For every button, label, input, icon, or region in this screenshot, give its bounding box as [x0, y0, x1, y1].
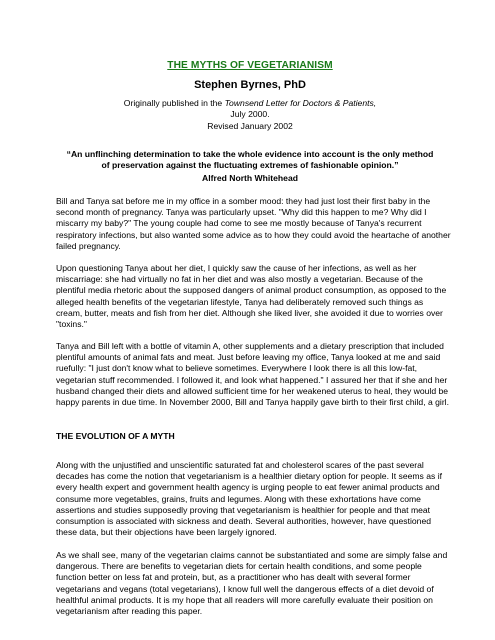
publication-prefix: Originally published in the — [123, 98, 225, 108]
publication-note — [90, 98, 410, 120]
body-paragraph-4: Along with the unjustified and unscientific saturated fat and cholesterol scares of the past several decades has come the notion that vegetarianism is a healthier dietary option for people. It seems as if every health expert and government health agency is urging people to eat fewer animal products and consume more vegetables, grains, fruits and legumes. Along with these exhortations have come assertions and studies supposedly proving that vegetarianism is healthier for people and that meat consumption is associated with sickness and death. Several authorities, however, have questioned these data, but their objections have been largely ignored. — [56, 460, 442, 538]
body-paragraph-5: As we shall see, many of the vegetarian claims cannot be substantiated and some are simply false and dangerous. There are benefits to vegetarian diets for certain health conditions, and some people function better on less fat and protein, but, as a practitioner who has dealt with several former vegetarians and vegans (total vegetarians), I know full well the dangerous effects of a diet devoid of healthful animal products. It is my hope that all readers will more carefully evaluate their position on vegetarianism after reading this paper. — [56, 550, 448, 617]
publication-name: Townsend Letter for Doctors & Patients, — [224, 98, 377, 108]
revision-date: Revised January 2002 — [207, 121, 293, 131]
publication-date: July 2000. — [230, 109, 270, 120]
article-author: Stephen Byrnes, PhD — [194, 79, 306, 91]
article-title: THE MYTHS OF VEGETARIANISM — [167, 60, 333, 71]
body-paragraph-2: Upon questioning Tanya about her diet, I quickly saw the cause of her infections, as well as her miscarriage: she had virtually no fat in her diet and was also mostly a vegetarian. Because of the plentiful media rhetoric about the supposed dangers of animal product consumption, as opposed to the alleged health benefits of the vegetarian lifestyle, Tanya had deliberately removed such things as cream, butter, meats and fish from her diet. Although she liked liver, she avoided it due to worries over "toxins." — [56, 263, 447, 330]
body-paragraph-3: Tanya and Bill left with a bottle of vitamin A, other supplements and a dietary prescription that included plentiful amounts of animal fats and meat. Just before leaving my office, Tanya looked at me and said ruefully: "I just don't know what to believe sometimes. Everywhere I look there is all this low-fat, vegetarian stuff recommended. I followed it, and look what happened." I assured her that if she and her husband changed their diets and allowed sufficient time for her weakened uterus to heal, they would be happy parents in due time. In November 2000, Bill and Tanya happily gave birth to their first child, a girl. — [56, 341, 449, 408]
epigraph-quote: “An unflinching determination to take the whole evidence into account is the only method of preservation against the fluctuating extremes of fashionable opinion.” — [66, 149, 434, 171]
body-paragraph-1: Bill and Tanya sat before me in my office in a somber mood: they had just lost their first baby in the second month of pregnancy. Tanya was particularly upset. "Why did this happen to me? Why did I miscarry my baby?" The young couple had come to see me mostly because of Tanya's recurrent respiratory infections, but also wanted some advice as to how they could avoid the heartache of another failed pregnancy. — [56, 196, 451, 251]
section-heading: THE EVOLUTION OF A MYTH — [56, 431, 175, 441]
epigraph-author: Alfred North Whitehead — [202, 173, 298, 183]
